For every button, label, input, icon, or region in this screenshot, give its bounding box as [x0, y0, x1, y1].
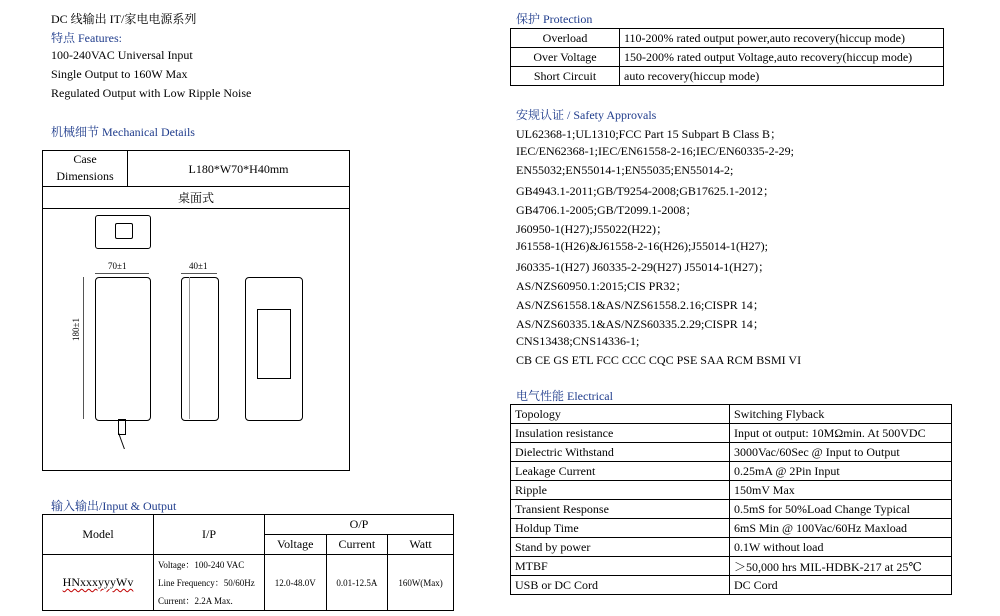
protection-table — [510, 28, 944, 86]
io-table — [42, 514, 454, 611]
label-area — [257, 309, 291, 379]
protection-name: Overload — [511, 29, 620, 48]
safety-line: UL62368-1;UL1310;FCC Part 15 Subpart B Class B； — [516, 127, 783, 141]
model-value: HNxxxyyyWv — [62, 575, 134, 589]
electrical-name: Leakage Current — [511, 462, 730, 481]
electrical-table — [510, 404, 952, 595]
op-voltage: 12.0-48.0V — [265, 555, 327, 611]
watt-header: Watt — [388, 535, 454, 555]
height-dimension: 40±1 — [189, 261, 208, 271]
safety-heading: 安规认证 / Safety Approvals — [516, 108, 657, 122]
electrical-name: Ripple — [511, 481, 730, 500]
safety-line: AS/NZS61558.1&AS/NZS61558.2.16;CISPR 14； — [516, 298, 765, 312]
dimensions-value: L180*W70*H40mm — [128, 151, 349, 187]
safety-line: GB4706.1-2005;GB/T2099.1-2008； — [516, 203, 698, 217]
length-dimension: 180±1 — [71, 318, 81, 341]
ip-values — [154, 555, 265, 611]
side-seam — [189, 277, 190, 419]
electrical-name: MTBF — [511, 557, 730, 576]
height-dim-line — [181, 273, 217, 274]
mechanical-heading: 机械细节 Mechanical Details — [51, 125, 195, 139]
length-dim-line — [83, 277, 84, 419]
feature-line: 100-240VAC Universal Input — [51, 48, 193, 62]
current-header: Current — [326, 535, 388, 555]
features-heading: 特点 Features: — [51, 31, 122, 45]
safety-line: J60335-1(H27) J60335-2-29(H27) J55014-1(H27)； — [516, 260, 770, 274]
safety-line: AS/NZS60335.1&AS/NZS60335.2.29;CISPR 14； — [516, 317, 765, 331]
voltage-header: Voltage — [265, 535, 327, 555]
safety-line: J61558-1(H26)&J61558-2-16(H26);J55014-1(H27); — [516, 239, 768, 253]
protection-name: Short Circuit — [511, 67, 620, 86]
electrical-value: 150mV Max — [730, 481, 952, 500]
electrical-name: Dielectric Withstand — [511, 443, 730, 462]
ip-header: I/P — [154, 515, 265, 555]
electrical-name: Topology — [511, 405, 730, 424]
electrical-value: ＞50,000 hrs MIL-HDBK-217 at 25℃ — [730, 557, 952, 576]
op-watt: 160W(Max) — [388, 555, 454, 611]
op-header: O/P — [265, 515, 454, 535]
model-header: Model — [43, 515, 154, 555]
protection-value: 150-200% rated output Voltage,auto recovery(hiccup mode) — [620, 48, 944, 67]
electrical-value: 0.25mA @ 2Pin Input — [730, 462, 952, 481]
protection-name: Over Voltage — [511, 48, 620, 67]
safety-line: GB4943.1-2011;GB/T9254-2008;GB17625.1-2012； — [516, 184, 775, 198]
mechanical-box — [42, 150, 350, 471]
electrical-name: Stand by power — [511, 538, 730, 557]
electrical-name: Transient Response — [511, 500, 730, 519]
adapter-front-view — [95, 277, 151, 421]
width-dimension: 70±1 — [108, 261, 127, 271]
protection-heading: 保护 Protection — [516, 12, 593, 26]
ip-frequency: Line Frequency：50/60Hz — [158, 577, 255, 588]
electrical-name: USB or DC Cord — [511, 576, 730, 595]
page-title: DC 线输出 IT/家电电源系列 — [51, 12, 197, 26]
mount-type: 桌面式 — [43, 187, 349, 209]
io-heading: 输入输出/Input & Output — [51, 499, 177, 513]
op-current: 0.01-12.5A — [326, 555, 388, 611]
feature-line: Regulated Output with Low Ripple Noise — [51, 86, 252, 100]
safety-line: CB CE GS ETL FCC CCC CQC PSE SAA RCM BSMI VI — [516, 353, 802, 367]
safety-line: IEC/EN62368-1;IEC/EN61558-2-16;IEC/EN60335-2-29; — [516, 144, 794, 158]
dc-cord — [118, 433, 133, 449]
protection-value: 110-200% rated output power,auto recovery(hiccup mode) — [620, 29, 944, 48]
ip-voltage: Voltage：100-240 VAC — [158, 559, 245, 570]
feature-line: Single Output to 160W Max — [51, 67, 188, 81]
electrical-name: Insulation resistance — [511, 424, 730, 443]
electrical-heading: 电气性能 Electrical — [516, 389, 613, 403]
ac-inlet-icon — [115, 223, 133, 239]
width-dim-line — [95, 273, 149, 274]
electrical-value: 3000Vac/60Sec @ Input to Output — [730, 443, 952, 462]
electrical-name: Holdup Time — [511, 519, 730, 538]
dimensions-label: Dimensions — [56, 169, 114, 183]
case-label: Case — [73, 152, 97, 166]
electrical-value: 0.1W without load — [730, 538, 952, 557]
safety-line: CNS13438;CNS14336-1; — [516, 334, 640, 348]
electrical-value: DC Cord — [730, 576, 952, 595]
electrical-value: Input ot output: 10MΩmin. At 500VDC — [730, 424, 952, 443]
electrical-value: Switching Flyback — [730, 405, 952, 424]
safety-line: J60950-1(H27);J55022(H22)； — [516, 222, 668, 236]
electrical-value: 0.5mS for 50%Load Change Typical — [730, 500, 952, 519]
electrical-value: 6mS Min @ 100Vac/60Hz Maxload — [730, 519, 952, 538]
protection-value: auto recovery(hiccup mode) — [620, 67, 944, 86]
safety-line: AS/NZS60950.1:2015;CIS PR32； — [516, 279, 688, 293]
adapter-side-view — [181, 277, 219, 421]
ip-current: Current：2.2A Max. — [158, 595, 233, 606]
safety-line: EN55032;EN55014-1;EN55035;EN55014-2; — [516, 163, 734, 177]
case-dimensions-label — [43, 151, 128, 187]
